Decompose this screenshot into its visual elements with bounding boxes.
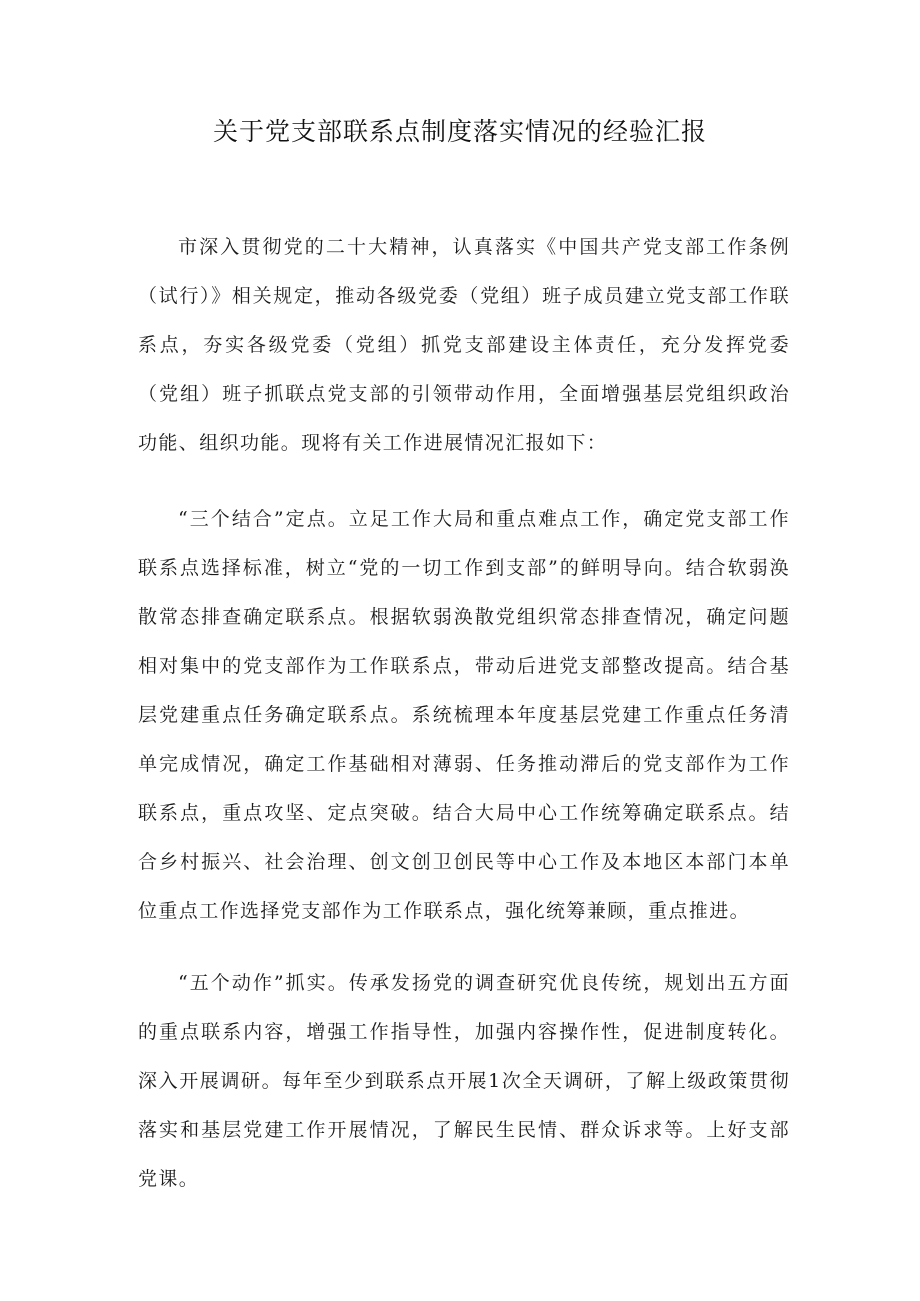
paragraph-three-combinations: “三个结合”定点。立足工作大局和重点难点工作，确定党支部工作联系点选择标准，树立“党的一切工作到支部”的鲜明导向。结合软弱涣散常态排查确定联系点。根据软弱涣散党组织常态排查情况，确定问题相对集中的党支部作为工作联系点，带动后进党支部整改提高。结合基层党建重点任务确定联系点。系统梳理本年度基层党建工作重点任务清单完成情况，确定工作基础相对薄弱、任务推动滞后的党支部作为工作联系点，重点攻坚、定点突破。结合大局中心工作统筹确定联系点。结合乡村振兴、社会治理、创文创卫创民等中心工作及本地区本部门本单位重点工作选择党支部作为工作联系点，强化统筹兼顾，重点推进。 (138, 508, 790, 922)
paragraph-five-actions: “五个动作”抓实。传承发扬党的调查研究优良传统，规划出五方面的重点联系内容，增强工作指导性，加强内容操作性，促进制度转化。深入开展调研。每年至少到联系点开展1次全天调研，了解上级政策贯彻落实和基层党建工作开展情况，了解民生民情、群众诉求等。上好支部党课。 (138, 972, 790, 1190)
paragraph-intro: 市深入贯彻党的二十大精神，认真落实《中国共产党支部工作条例（试行）》相关规定，推动各级党委（党组）班子成员建立党支部工作联系点，夯实各级党委（党组）抓党支部建设主体责任，充分发挥党委（党组）班子抓联点党支部的引领带动作用，全面增强基层党组织政治功能、组织功能。现将有关工作进展情况汇报如下： (138, 236, 790, 454)
document-title: 关于党支部联系点制度落实情况的经验汇报 (212, 117, 707, 146)
